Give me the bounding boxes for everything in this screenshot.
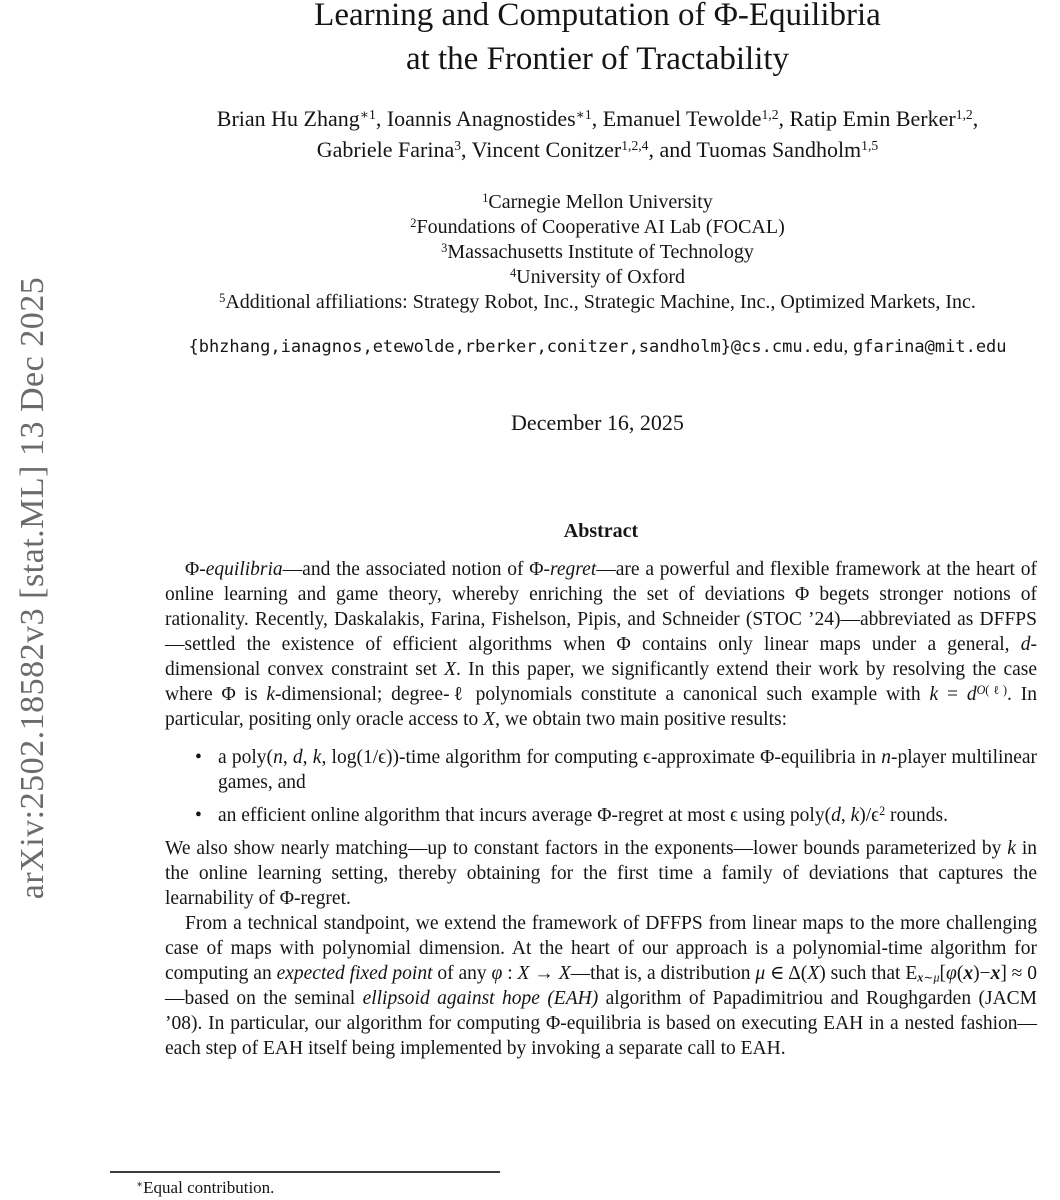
abstract-section [165,520,1037,1061]
author-line-2: Gabriele Farina$^3$, Vincent Conitzer$^{1,2,4}$, and Tuomas Sandholm$^{1,5}$ [316,137,879,162]
abstract-bullet-1: • a poly(n, d, k, log(1/ϵ))-time algorithm for computing ϵ-approximate Φ-equilibria in n-player multilinear games, and [165,745,1037,795]
footnote-divider [110,1171,500,1173]
paper-title-line-2: at the Frontier of Tractability [405,41,790,77]
abstract-paragraph-1: Φ-equilibria—and the associated notion of Φ-regret—are a powerful and flexible framework at the heart of online learning and game theory, whereby enriching the set of deviations Φ begets stronger notions of rationality. Recently, Daskalakis, Farina, Fishelson, Pipis, and Schneider (STOC ’24)—abbreviated as DFFPS—settled the existence of efficient algorithms when Φ contains only linear maps under a general, d-dimensional convex constraint set X. In this paper, we significantly extend their work by resolving the case where Φ is k-dimensional; degree-ℓ polynomials constitute a canonical such example with $k = d^{O(\ell)}$. In particular, positing only oracle access to X, we obtain two main positive results: [165,559,1038,730]
paper-title-line-1: Learning and Computation of Φ-Equilibria [314,0,881,33]
affiliation-line-2: $^2$Foundations of Cooperative AI Lab (FOCAL) [410,215,785,238]
paper-title [110,0,1060,81]
abstract-bullet-list [165,745,1037,828]
equal-contribution-footnote: ∗Equal contribution. [136,1178,275,1197]
affiliation-line-5: $^5$Additional affiliations: Strategy Robot, Inc., Strategic Machine, Inc., Optimized Markets, Inc. [219,290,976,313]
affiliation-line-4: $^4$University of Oxford [509,265,686,288]
affiliation-list [110,190,1060,315]
abstract-bullet-2: • an efficient online algorithm that incurs average Φ-regret at most ϵ using poly(d, $k)/\epsilon^2$ rounds. [165,803,1037,828]
arxiv-watermark: arXiv:2502.18582v3 [stat.ML] 13 Dec 2025 [14,276,51,900]
abstract-paragraph-2: We also show nearly matching—up to constant factors in the exponents—lower bounds parameterized by k in the online learning setting, thereby obtaining for the first time a family of deviations that captures the learnability of Φ-regret. [165,838,1037,909]
affiliation-line-3: $^3$Massachusetts Institute of Technology [441,240,754,263]
author-line-1: Brian Hu Zhang$^{∗1}$, Ioannis Anagnostides$^{∗1}$, Emanuel Tewolde$^{1,2}$, Ratip Emin Berker$^{1,2}$, [216,106,979,131]
abstract-heading: Abstract [563,520,639,542]
affiliation-line-1: $^1$Carnegie Mellon University [482,190,713,213]
author-list [110,103,1060,165]
page-content [110,0,1060,1200]
abstract-paragraph-3: From a technical standpoint, we extend the framework of DFFPS from linear maps to the more challenging case of maps with polynomial dimension. At the heart of our approach is a polynomial-time algorithm for computing an expected fixed point of any φ : X → X—that is, a distribution μ ∈ Δ(X) such that $E_{x\sim\mu}[\varphi(x)-x]$ ≈ 0—based on the seminal ellipsoid against hope (EAH) algorithm of Papadimitriou and Roughgarden (JACM ’08). In particular, our algorithm for computing Φ-equilibria is based on executing EAH in a nested fashion—each step of EAH itself being implemented by invoking a separate call to EAH. [165,913,1038,1059]
contact-emails: {bhzhang,ianagnos,etewolde,rberker,conitzer,sandholm}@cs.cmu.edu, gfarina@mit.edu [188,336,1007,357]
paper-date: December 16, 2025 [511,410,684,435]
